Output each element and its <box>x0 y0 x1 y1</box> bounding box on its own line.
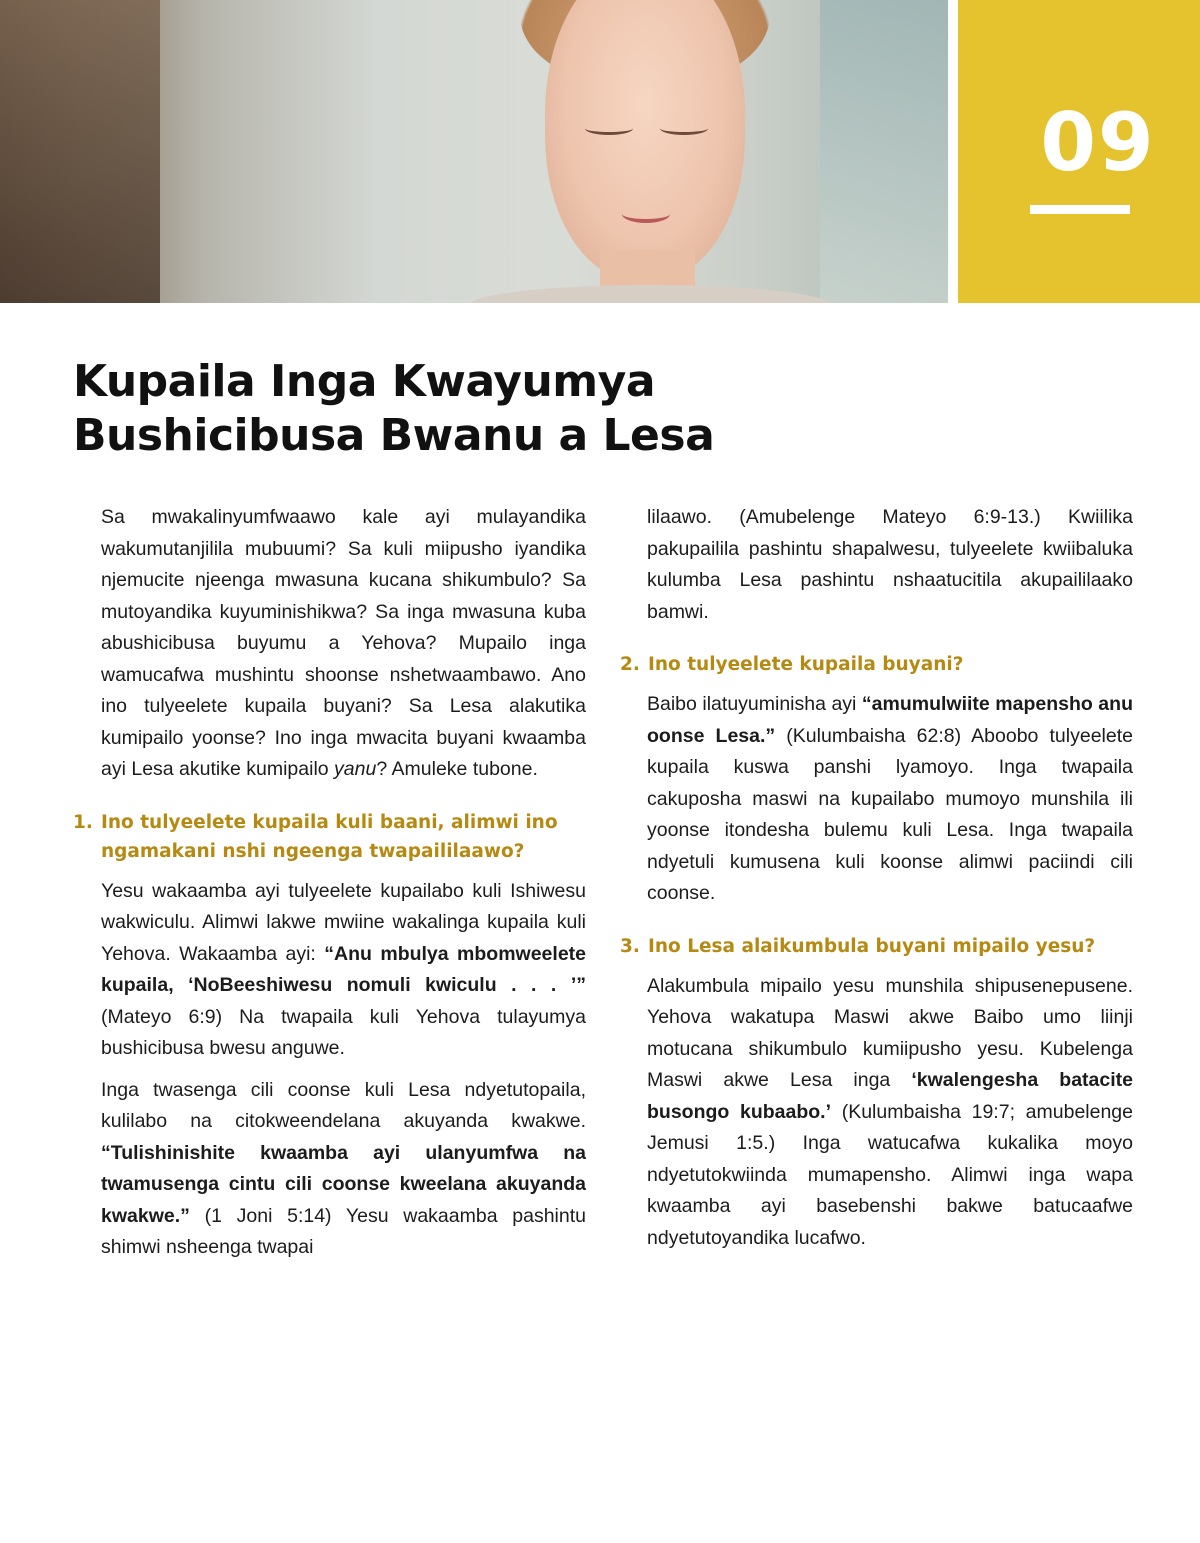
question-2 <box>620 650 1133 679</box>
answer-1-p1-text-1: Yesu wakaamba ayi tulyeelete kupailabo kuli Ishiwesu wakwiculu. Alimwi lakwe mwiine wakalinga kupaila kuli Yehova. Wakaamba ayi: <box>101 879 586 965</box>
page-title <box>73 355 714 463</box>
header-photo <box>0 0 948 303</box>
intro-paragraph <box>73 502 586 786</box>
intro-text-1: Sa mwakalinyumfwaawo kale ayi mulayandika wakumutanjilila mubuumi? Sa kuli miipusho iyandika njemucite njeenga mwasuna kucana shikumbulo? Sa mutoyandika kuyuminishikwa? Sa inga mwasuna kuba abushicibusa buyumu a Yehova? Mupailo inga wamucafwa mushintu shoonse nshetwaambawo. Ano ino tulyeelete kupaila buyani? Sa Lesa alakutika kumipailo yoonse? Ino inga mwacita buyani kwaamba ayi Lesa akutike kumipailo <box>101 506 586 780</box>
title-line-1: Kupaila Inga Kwayumya <box>73 356 656 407</box>
intro-emphasis: yanu <box>334 758 377 780</box>
answer-1-paragraph-2 <box>73 1075 586 1264</box>
answer-1-p2-quote: “Tulishinishite kwaamba ayi ulanyumfwa na twamusenga cintu cili coonse kweelana akuyanda kwakwe.” <box>101 1141 586 1227</box>
answer-1-p1-quote: “Anu mbulya mbomweelete kupaila, ‘NoBeeshiwesu nomuli kwiculu . . . ’” <box>101 942 587 996</box>
photo-shoulder <box>470 285 830 303</box>
photo-face <box>545 0 745 280</box>
column-left <box>73 502 586 1274</box>
answer-1-p2-text-1: Inga twasenga cili coonse kuli Lesa ndyetutopaila, kulilabo na citokweendelana akuyanda kwakwe. <box>101 1078 586 1132</box>
answer-1-p1-text-2: (Mateyo 6:9) Na twapaila kuli Yehova tulayumya bushicibusa bwesu anguwe. <box>101 1005 586 1059</box>
answer-3-paragraph-quote: ‘kwalengesha batacite busongo kubaabo.’ <box>647 1069 1133 1123</box>
photo-eye-left <box>585 122 633 135</box>
answer-3-paragraph <box>620 971 1133 1255</box>
question-3-number: 3. <box>620 935 640 957</box>
answer-1-paragraph-1 <box>73 876 586 1065</box>
answer-2-paragraph <box>620 689 1133 910</box>
answer-1-p2-text-2: (1 Joni 5:14) Yesu wakaamba pashintu shimwi nsheenga twapai <box>101 1204 586 1258</box>
intro-text-2: ? Amuleke tubone. <box>376 758 538 780</box>
chapter-number: 09 <box>1040 96 1156 189</box>
question-3-text: Ino Lesa alaikumbula buyani mipailo yesu? <box>648 935 1096 957</box>
question-2-number: 2. <box>620 654 640 675</box>
answer-1-paragraph-2-continued: lilaawo. (Amubelenge Mateyo 6:9-13.) Kwiilika pakupailila pashintu shapalwesu, tulyeelete kwiibaluka kulumba Lesa pashintu nshaatucitila akupaililaako bamwi. <box>647 506 1133 623</box>
photo-eye-right <box>660 122 708 135</box>
title-line-2: Bushicibusa Bwanu a Lesa <box>73 410 715 461</box>
question-2-text: Ino tulyeelete kupaila buyani? <box>648 654 964 675</box>
photo-background-right <box>820 0 948 303</box>
answer-3-paragraph-text-1: Alakumbula mipailo yesu munshila shipusenepusene. Yehova wakatupa Maswi akwe Baibo umo liinji motucana shikumbulo kumiipusho yesu. Kubelenga Maswi akwe Lesa inga <box>647 974 1133 1091</box>
question-1-text: Ino tulyeelete kupaila kuli baani, alimwi ino ngamakani nshi ngeenga twapaililaawo? <box>101 811 558 862</box>
answer-2-paragraph-text-2: (Kulumbaisha 62:8) Aboobo tulyeelete kupaila kuswa panshi lyamoyo. Inga twapaila cakuposha maswi na kupailabo mumoyo munshila ili yoonse itondesha bulemu kuli Lesa. Inga twapaila ndyetuli kumusena kuli koonse alimwi paciindi cili coonse. <box>647 724 1133 904</box>
photo-mouth <box>622 205 670 223</box>
question-1-number: 1. <box>73 811 93 833</box>
chapter-underline <box>1030 205 1130 214</box>
column-right <box>620 502 1133 1264</box>
question-3 <box>620 932 1133 961</box>
answer-3-paragraph-text-2: (Kulumbaisha 19:7; amubelenge Jemusi 1:5.) Inga watucafwa kukalika moyo ndyetutokwiinda mumapensho. Alimwi inga wapa kwaamba ayi basebenshi bakwe batucaafwe ndyetutoyandika lucafwo. <box>647 1100 1133 1249</box>
answer-2-paragraph-text-1: Baibo ilatuyuminisha ayi <box>647 693 862 715</box>
question-1 <box>73 808 586 866</box>
answer-2-paragraph-quote: “amumulwiite mapensho anu oonse Lesa.” <box>647 693 1133 747</box>
chapter-badge <box>958 0 1200 303</box>
photo-background-left <box>0 0 160 303</box>
